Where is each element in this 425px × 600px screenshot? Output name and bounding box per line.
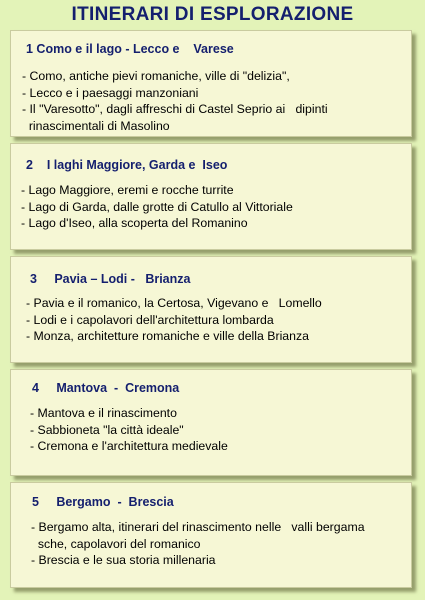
itinerary-line: - Lago Maggiore, eremi e rocche turrite bbox=[21, 183, 234, 197]
itinerary-line: sche, capolavori del romanico bbox=[31, 536, 201, 551]
itinerary-line: - Lago di Garda, dalle grotte di Catullo al Vittoriale bbox=[21, 199, 293, 214]
itinerary-line: - Sabbioneta "la città ideale" bbox=[30, 422, 184, 437]
itinerary-line: - Pavia e il romanico, la Certosa, Vigevano e Lomello bbox=[26, 296, 322, 310]
itinerary-line: - Brescia e le sua storia millenaria bbox=[31, 553, 216, 567]
itinerary-line: - Lodi e i capolavori dell'architettura lombarda bbox=[26, 312, 274, 327]
itinerary-title: 2 I laghi Maggiore, Garda e Iseo bbox=[26, 158, 228, 172]
itinerary-line: - Cremona e l'architettura medievale bbox=[30, 439, 228, 453]
itinerary-line: - Bergamo alta, itinerari del rinascimento nelle valli bergama bbox=[31, 520, 365, 534]
itinerary-card-1 bbox=[10, 30, 412, 137]
itinerary-card-2 bbox=[10, 143, 412, 250]
itinerary-card-4 bbox=[10, 369, 412, 476]
itinerary-title: 3 Pavia – Lodi - Brianza bbox=[30, 272, 191, 286]
itinerary-line: - Il "Varesotto", dagli affreschi di Castel Seprio ai dipinti bbox=[22, 102, 328, 116]
itinerary-title: 5 Bergamo - Brescia bbox=[32, 495, 174, 509]
itinerary-card-5 bbox=[10, 482, 412, 588]
itinerary-title: 1 Como e il lago - Lecco e Varese bbox=[26, 42, 234, 56]
itinerary-card-3 bbox=[10, 256, 412, 363]
page-title: ITINERARI DI ESPLORAZIONE bbox=[71, 4, 354, 25]
itinerary-title: 4 Mantova - Cremona bbox=[32, 381, 180, 395]
itinerary-line: rinascimentali di Masolino bbox=[22, 118, 170, 133]
itinerary-line: - Lecco e i paesaggi manzoniani bbox=[22, 85, 199, 100]
itinerary-line: - Como, antiche pievi romaniche, ville di "delizia", bbox=[22, 69, 290, 83]
itinerary-line: - Monza, architetture romaniche e ville della Brianza bbox=[26, 329, 309, 343]
itinerary-line: - Lago d'Iseo, alla scoperta del Romanino bbox=[21, 216, 248, 230]
itinerary-line: - Mantova e il rinascimento bbox=[30, 406, 177, 420]
